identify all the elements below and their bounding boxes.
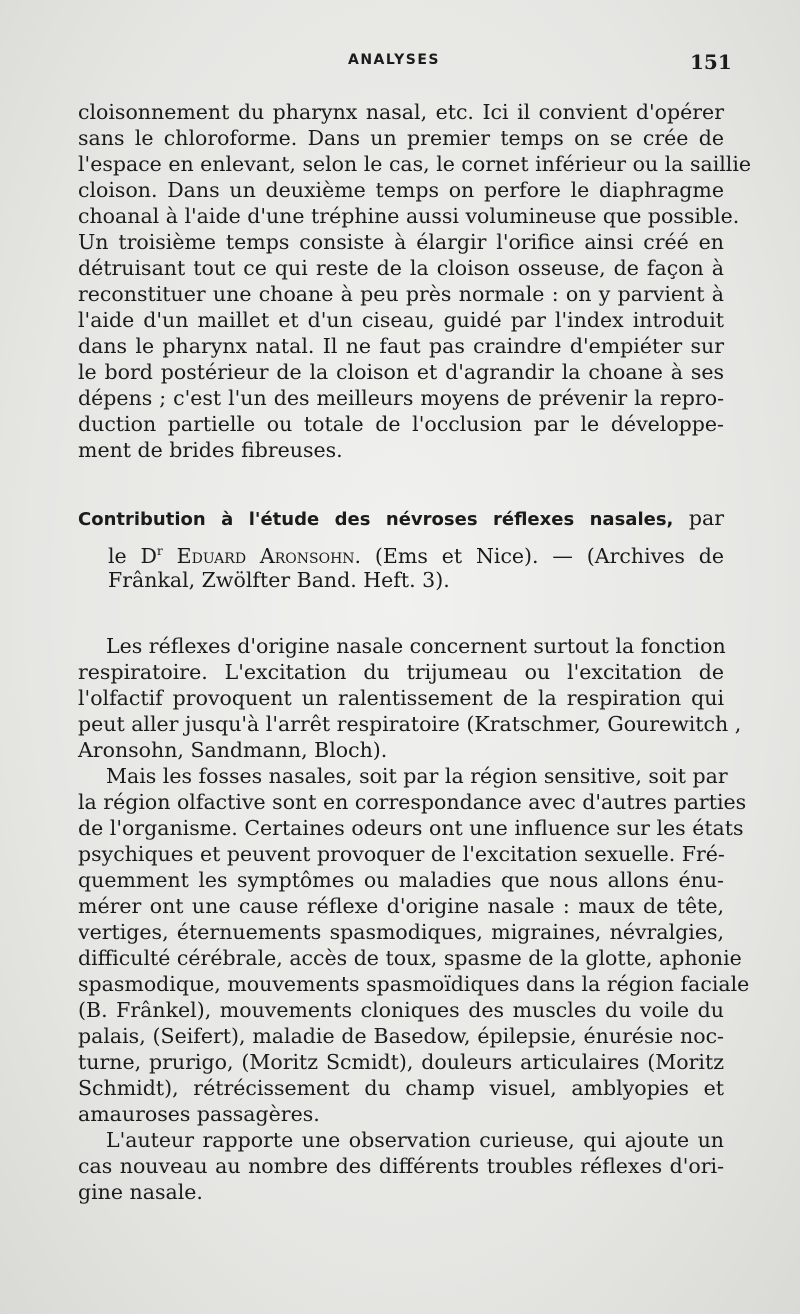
text-line: palais, (Seifert), maladie de Basedow, épilepsie, énurésie noc- xyxy=(78,1024,724,1048)
text-line: Mais les fosses nasales, soit par la région sensitive, soit par xyxy=(106,764,728,788)
text-line: cloison. Dans un deuxième temps on perfore le diaphragme xyxy=(78,178,724,202)
text-line: duction partielle ou totale de l'occlusion par le développe- xyxy=(78,412,724,436)
page-header xyxy=(0,50,800,80)
byline-title: le D xyxy=(108,543,157,568)
text-line: vertiges, éternuements spasmodiques, migraines, névralgies, xyxy=(78,920,724,944)
text-line: peut aller jusqu'à l'arrêt respiratoire (Kratschmer, Gourewitch , xyxy=(78,712,742,736)
article-byline xyxy=(108,538,724,569)
text-line: le bord postérieur de la cloison et d'agrandir la choane à ses xyxy=(78,360,724,384)
text-line: (B. Frânkel), mouvements cloniques des muscles du voile du xyxy=(78,998,724,1022)
page-number: 151 xyxy=(690,50,732,74)
text-line: Aronsohn, Sandmann, Bloch). xyxy=(78,738,388,762)
text-line: cas nouveau au nombre des différents troubles réflexes d'ori- xyxy=(78,1154,724,1178)
text-line: Les réflexes d'origine nasale concernent surtout la fonction xyxy=(106,634,726,658)
article-source-line: Frânkal, Zwölfter Band. Heft. 3). xyxy=(108,568,450,592)
text-line: sans le chloroforme. Dans un premier temps on se crée de xyxy=(78,126,724,150)
article-title-line xyxy=(78,505,724,533)
text-line: ment de brides fibreuses. xyxy=(78,438,343,462)
text-line: Schmidt), rétrécissement du champ visuel, amblyopies et xyxy=(78,1076,724,1100)
running-head: ANALYSES xyxy=(348,52,440,68)
text-line: spasmodique, mouvements spasmoïdiques dans la région faciale xyxy=(78,972,750,996)
text-line: dans le pharynx natal. Il ne faut pas craindre d'empiéter sur xyxy=(78,334,724,358)
article-title: Contribution à l'étude des névroses réflexes nasales, xyxy=(78,509,674,530)
byline-title-sup: r xyxy=(157,544,163,558)
text-line: quemment les symptômes ou maladies que nous allons énu- xyxy=(78,868,724,892)
byline-source: (Ems et Nice). — (Archives de xyxy=(374,543,724,568)
text-line: la région olfactive sont en correspondance avec d'autres parties xyxy=(78,790,747,814)
byline-prefix xyxy=(108,544,163,568)
text-line: de l'organisme. Certaines odeurs ont une influence sur les états xyxy=(78,816,744,840)
text-line: choanal à l'aide d'une tréphine aussi volumineuse que possible. xyxy=(78,204,740,228)
text-line: l'aide d'un maillet et d'un ciseau, guidé par l'index introduit xyxy=(78,308,724,332)
text-line: mérer ont une cause réflexe d'origine nasale : maux de tête, xyxy=(78,894,724,918)
text-line: l'olfactif provoquent un ralentissement de la respiration qui xyxy=(78,686,724,710)
author-name: Eduard Aronsohn. xyxy=(176,543,362,568)
text-line: turne, prurigo, (Moritz Scmidt), douleurs articulaires (Moritz xyxy=(78,1050,724,1074)
text-line: respiratoire. L'excitation du trijumeau ou l'excitation de xyxy=(78,660,724,684)
text-line: Un troisième temps consiste à élargir l'orifice ainsi créé en xyxy=(78,230,724,254)
text-line: amauroses passagères. xyxy=(78,1102,320,1126)
text-line: gine nasale. xyxy=(78,1180,203,1204)
text-line: L'auteur rapporte une observation curieuse, qui ajoute un xyxy=(106,1128,724,1152)
text-line: reconstituer une choane à peu près normale : on y parvient à xyxy=(78,282,724,306)
article-title-par: par xyxy=(688,506,724,530)
text-line: dépens ; c'est l'un des meilleurs moyens de prévenir la repro- xyxy=(78,386,724,410)
text-line: psychiques et peuvent provoquer de l'excitation sexuelle. Fré- xyxy=(78,842,725,866)
text-line: l'espace en enlevant, selon le cas, le cornet inférieur ou la saillie xyxy=(78,152,752,176)
text-line: cloisonnement du pharynx nasal, etc. Ici il convient d'opérer xyxy=(78,100,724,124)
text-line: détruisant tout ce qui reste de la cloison osseuse, de façon à xyxy=(78,256,724,280)
text-line: difficulté cérébrale, accès de toux, spasme de la glotte, aphonie xyxy=(78,946,742,970)
